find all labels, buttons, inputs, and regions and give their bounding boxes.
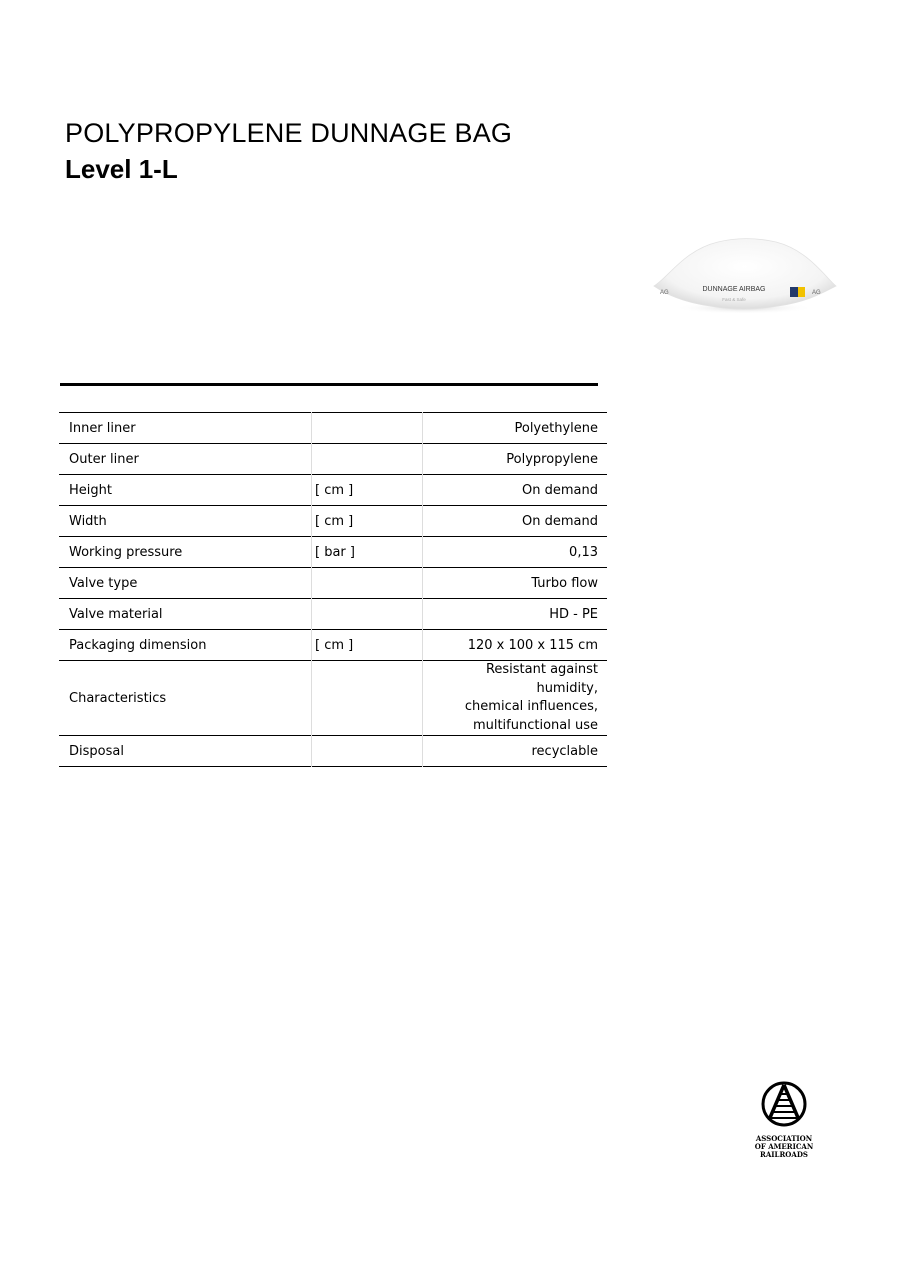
spec-value: recyclable xyxy=(531,743,598,759)
table-row xyxy=(59,661,607,736)
aar-logo xyxy=(748,1080,820,1159)
bag-edge-text-right: AG xyxy=(812,290,821,296)
table-row xyxy=(59,568,607,599)
spec-label: Working pressure xyxy=(69,544,183,560)
spec-value: On demand xyxy=(522,513,598,529)
table-row xyxy=(59,475,607,506)
spec-label: Characteristics xyxy=(69,690,167,706)
spec-unit xyxy=(312,568,423,599)
spec-value xyxy=(423,661,608,736)
spec-unit: [ cm ] xyxy=(312,475,423,506)
spec-value: HD - PE xyxy=(549,606,598,622)
table-row xyxy=(59,736,607,767)
spec-label: Height xyxy=(69,482,112,498)
table-row xyxy=(59,599,607,630)
railroad-track-icon xyxy=(760,1080,808,1128)
table-row xyxy=(59,444,607,475)
spec-value: Turbo flow xyxy=(531,575,598,591)
spec-unit xyxy=(312,444,423,475)
spec-value-line: multifunctional use xyxy=(472,717,598,733)
spec-unit: [ cm ] xyxy=(312,506,423,537)
page-subtitle: Level 1-L xyxy=(65,154,178,184)
spec-table xyxy=(59,412,607,767)
spec-value: Polypropylene xyxy=(506,451,598,467)
spec-label: Width xyxy=(69,513,107,529)
spec-value: Polyethylene xyxy=(514,420,598,436)
product-image xyxy=(648,232,838,320)
spec-unit xyxy=(312,413,423,444)
table-row xyxy=(59,413,607,444)
spec-unit: [ cm ] xyxy=(312,630,423,661)
table-row xyxy=(59,537,607,568)
spec-label: Packaging dimension xyxy=(69,637,207,653)
bag-edge-text-left: AG xyxy=(660,290,669,296)
spec-unit: [ bar ] xyxy=(312,537,423,568)
spec-unit xyxy=(312,661,423,736)
spec-label: Valve material xyxy=(69,606,163,622)
spec-unit xyxy=(312,599,423,630)
page-title: POLYPROPYLENE DUNNAGE BAG xyxy=(65,118,513,148)
spec-label: Inner liner xyxy=(69,420,136,436)
spec-value: 0,13 xyxy=(569,544,598,560)
bag-print-subtext: Fast & Safe xyxy=(722,297,746,302)
spec-value-line: Resistant against humidity, xyxy=(485,662,598,696)
logo-text: ASSOCIATION OF AMERICAN RAILROADS xyxy=(754,1134,814,1159)
spec-label: Disposal xyxy=(69,743,124,759)
spec-value: 120 x 100 x 115 cm xyxy=(467,637,598,653)
spec-value: On demand xyxy=(522,482,598,498)
table-row xyxy=(59,506,607,537)
section-divider xyxy=(60,383,598,386)
table-row xyxy=(59,630,607,661)
spec-value-line: chemical influences, xyxy=(464,699,598,714)
spec-unit xyxy=(312,736,423,767)
bag-print-text: DUNNAGE AIRBAG xyxy=(702,286,766,293)
spec-label: Outer liner xyxy=(69,451,139,467)
spec-label: Valve type xyxy=(69,575,138,591)
